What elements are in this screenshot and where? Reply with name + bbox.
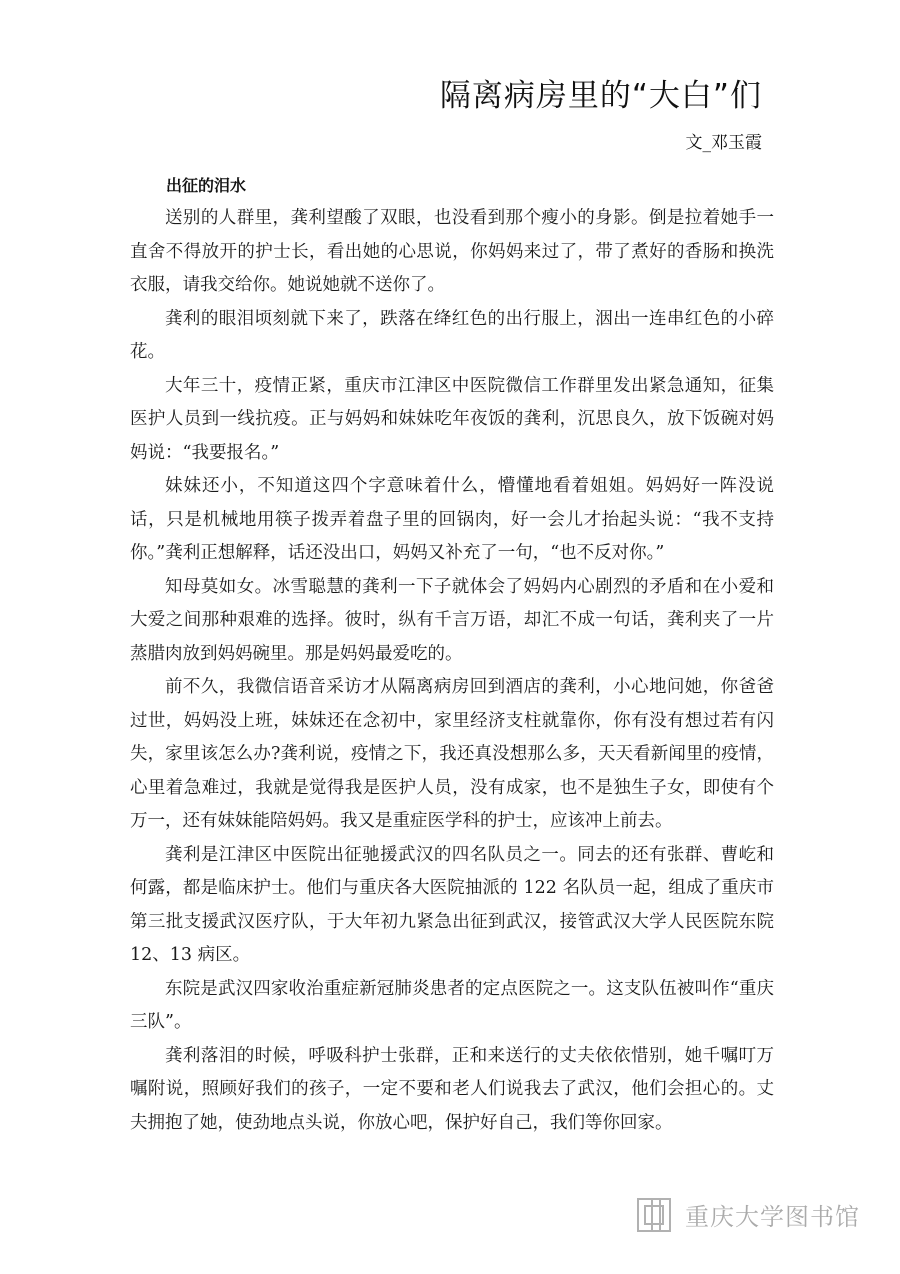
- paragraph: 大年三十，疫情正紧，重庆市江津区中医院微信工作群里发出紧急通知，征集医护人员到一线抗疫。正与妈妈和妹妹吃年夜饭的龚利，沉思良久，放下饭碗对妈妈说：“我要报名。”: [130, 375, 774, 463]
- paragraph: 龚利是江津区中医院出征驰援武汉的四名队员之一。同去的还有张群、曹屹和何露，都是临床护士。他们与重庆各大医院抽派的 122 名队员一起，组成了重庆市第三批支援武汉医疗队，于大年初九紧急出征到武汉，接管武汉大学人民医院东院 12、13 病区。: [130, 844, 774, 965]
- paragraph: 妹妹还小，不知道这四个字意味着什么，懵懂地看着姐姐。妈妈好一阵没说话，只是机械地用筷子拨弄着盘子里的回锅肉，好一会儿才抬起头说：“我不支持你。”龚利正想解释，话还没出口，妈妈又补充了一句，“也不反对你。”: [130, 476, 774, 563]
- section-heading: 出征的泪水: [166, 176, 247, 195]
- library-watermark: [637, 1197, 860, 1232]
- paragraph: 东院是武汉四家收治重症新冠肺炎患者的定点医院之一。这支队伍被叫作“重庆三队”。: [130, 978, 774, 1032]
- paragraph: 前不久，我微信语音采访才从隔离病房回到酒店的龚利，小心地问她，你爸爸过世，妈妈没上班，妹妹还在念初中，家里经济支柱就靠你，你有没有想过若有闪失，家里该怎么办?龚利说，疫情之下，我还真没想那么多，天天看新闻里的疫情，心里着急难过，我就是觉得我是医护人员，没有成家，也不是独生子女，即使有个万一，还有妹妹能陪妈妈。我又是重症医学科的护士，应该冲上前去。: [130, 677, 774, 831]
- article-title: 隔离病房里的“大白”们: [439, 78, 762, 114]
- article-author: 文_邓玉霞: [685, 133, 762, 153]
- library-seal-icon: [637, 1198, 671, 1232]
- paragraph: 送别的人群里，龚利望酸了双眼，也没看到那个瘦小的身影。倒是拉着她手一直舍不得放开的护士长，看出她的心思说，你妈妈来过了，带了煮好的香肠和换洗衣服，请我交给你。她说她就不送你了。: [130, 208, 774, 295]
- article-body: [130, 202, 774, 1140]
- paragraph: 知母莫如女。冰雪聪慧的龚利一下子就体会了妈妈内心剧烈的矛盾和在小爱和大爱之间那种艰难的选择。彼时，纵有千言万语，却汇不成一句话，龚利夹了一片蒸腊肉放到妈妈碗里。那是妈妈最爱吃的。: [130, 576, 774, 664]
- paragraph: 龚利的眼泪顷刻就下来了，跌落在绛红色的出行服上，洇出一连串红色的小碎花。: [130, 308, 774, 362]
- watermark-text: 重庆大学图书馆: [685, 1203, 860, 1231]
- paragraph: 龚利落泪的时候，呼吸科护士张群，正和来送行的丈夫依依惜别，她千嘱叮万嘱附说，照顾好我们的孩子，一定不要和老人们说我去了武汉，他们会担心的。丈夫拥抱了她，使劲地点头说，你放心吧，保护好自己，我们等你回家。: [130, 1045, 774, 1133]
